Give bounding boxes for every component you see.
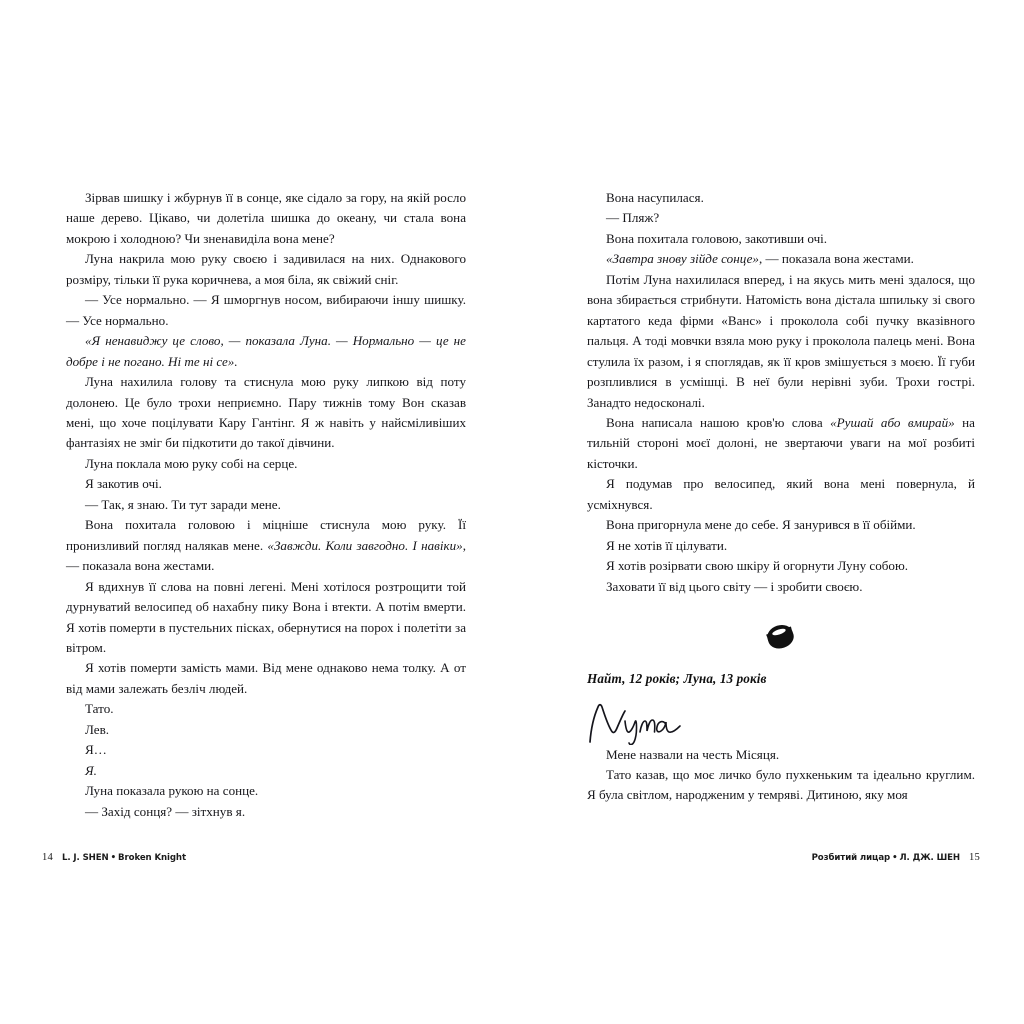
page-number: 14 xyxy=(42,852,53,863)
paragraph-italic xyxy=(66,331,466,372)
paragraph: Луна поклала мою руку собі на серце. xyxy=(85,455,298,471)
paragraph: Тато. xyxy=(85,701,114,717)
paragraph: — Усе нормально. — Я шморгнув носом, вибираючи іншу шишку. — Усе нормально. xyxy=(66,292,466,328)
italic-run: «Завтра знову зійде сонце» xyxy=(606,251,759,267)
paragraph: — Захід сонця? — зітхнув я. xyxy=(85,803,246,819)
paragraph: Вона пригорнула мене до себе. Я занурився в її обійми. xyxy=(606,517,916,533)
paragraph: Вона насупилася. xyxy=(606,190,704,205)
running-head-separator: • xyxy=(110,853,117,863)
italic-run: «Завжди. Коли завгодно. І навіки» xyxy=(267,537,463,553)
section-heading: Найт, 12 років; Луна, 13 років xyxy=(587,671,767,687)
paragraph: — Пляж? xyxy=(606,210,660,226)
paragraph: Я вдихнув її слова на повні легені. Мені хотілося розтрощити той дурнуватий велосипед об нахабну пику Вона і втекти. А потім вмерти. Я хотів померти в пустельних пісках, обернутися на порох і полетіти за вітром. xyxy=(66,578,466,655)
paragraph: Заховати її від цього світу — і зробити своєю. xyxy=(606,578,863,594)
signature-icon xyxy=(587,701,707,745)
text-run: , — показала вона жестами. xyxy=(66,537,467,574)
signature-luna xyxy=(587,701,975,745)
paragraph: Я хотів померти замість мами. Від мене однаково нема толку. А от від мами залежать безліч людей. xyxy=(66,660,466,696)
paragraph-mixed xyxy=(66,515,466,576)
italic-run: «Я ненавиджу це слово, — показала Луна. — Нормально — це не добре і не погано. Ні те ні се». xyxy=(66,333,466,369)
italic-run: Я. xyxy=(85,762,97,778)
paragraph: Я… xyxy=(85,742,107,758)
paragraph: Зірвав шишку і жбурнув її в сонце, яке сідало за гору, на якій росло наше дерево. Цікаво, чи долетіла шишка до океану, чи стала вона мокрою і холодною? Чи зненавиділа вона мене? xyxy=(66,190,466,246)
text-run: Вона похитала головою і міцніше стиснула мою руку. Її пронизливий погляд налякав мене. xyxy=(66,517,466,553)
paragraph: Потім Луна нахилилася вперед, і на якусь мить мені здалося, що вона збирається стрибнути. Натомість вона дістала шпильку зі свого картатого кеда фірми «Ванс» і проколола собі пучку вказівного пальця. А тоді мовчки взяла мою руку і проколола палець мені. Вона стулила їх разом, і я споглядав, як її кров змішується з моєю. Її губи розпливлися в усмішці. В неї були нерівні зуби. Трохи гострі. Занадто недосконалі. xyxy=(587,271,975,410)
text-run: Вона написала нашою кров'ю слова xyxy=(606,414,831,430)
paragraph: Луна накрила мою руку своєю і задивилася на них. Однакового розміру, тільки її рука коричнева, а моя біла, як свіжий сніг. xyxy=(66,251,466,287)
right-page-footer xyxy=(812,852,980,882)
paragraph: Я не хотів її цілувати. xyxy=(606,537,728,553)
paragraph: — Так, я знаю. Ти тут заради мене. xyxy=(85,496,281,512)
paragraph: Я подумав про велосипед, який вона мені повернула, й усміхнувся. xyxy=(587,476,975,512)
paragraph: Луна показала рукою на сонце. xyxy=(85,783,259,799)
text-run: , — показала вона жестами. xyxy=(758,251,914,267)
paragraph: Лев. xyxy=(85,721,110,737)
left-page-footer xyxy=(42,852,186,882)
page-number: 15 xyxy=(969,852,980,863)
paragraph-italic xyxy=(66,761,466,781)
section-divider-ornament xyxy=(587,620,975,650)
running-head-author: Л. ДЖ. ШЕН xyxy=(899,853,960,863)
text-run: на тильній стороні моєї долоні, не звертаючи уваги на мої розбиті кісточки. xyxy=(587,414,975,471)
running-head-separator: • xyxy=(892,853,898,863)
right-page-textblock xyxy=(587,188,975,806)
paragraph-mixed xyxy=(587,249,975,269)
running-head-author: L. J. SHEN xyxy=(62,853,109,863)
running-head-title: Розбитий лицар xyxy=(811,853,891,863)
paragraph: Мене назвали на честь Місяця. xyxy=(606,746,780,762)
italic-run: «Рушай або вмирай» xyxy=(830,414,955,430)
paragraph: Тато казав, що моє личко було пухкеньким та ідеально круглим. Я була світлом, народженим у темряві. Дитиною, яку моя xyxy=(587,766,975,803)
paragraph: Луна нахилила голову та стиснула мою руку липкою від поту долонею. Це було трохи неприємно. Пару тижнів тому Вон сказав мені, що хоче поцілувати Кару Гантінг. Я ж навіть у найсміливіших фантазіях не зміг би підкотити до такої дівчини. xyxy=(66,374,466,451)
running-head-title: Broken Knight xyxy=(118,853,186,863)
paragraph-mixed xyxy=(587,413,975,474)
paragraph: Я хотів розірвати свою шкіру й огорнути Луну собою. xyxy=(606,558,909,574)
right-page xyxy=(512,0,1024,1024)
left-page-textblock xyxy=(66,188,466,822)
paragraph: Вона похитала головою, закотивши очі. xyxy=(606,230,828,246)
paragraph: Я закотив очі. xyxy=(85,476,162,492)
hockey-puck-icon xyxy=(763,618,800,652)
